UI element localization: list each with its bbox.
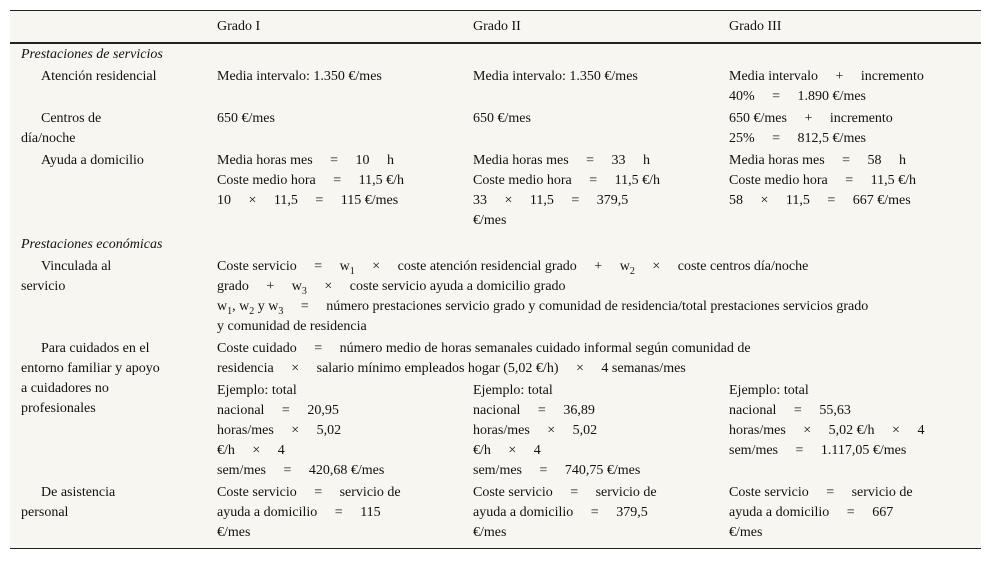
cell-ayuda-g3-line2: Coste medio hora = 11,5 €/h xyxy=(729,173,917,188)
row-label-asistencia-line2: personal xyxy=(21,505,69,520)
cell-centros-g2: 650 €/mes xyxy=(473,111,531,126)
cell-cuidados-g1-line1: Ejemplo: total xyxy=(217,383,297,398)
row-label-cuidados-line4: profesionales xyxy=(21,401,96,416)
cell-cuidados-g3-line4: sem/mes = 1.117,05 €/mes xyxy=(729,443,907,458)
cell-asistencia-g1-line2: ayuda a domicilio = 115 xyxy=(217,505,381,520)
cell-centros-g3-line2: 25% = 812,5 €/mes xyxy=(729,131,866,146)
section-prestaciones-economicas: Prestaciones económicas xyxy=(21,237,163,252)
cell-cuidados-g3-line1: Ejemplo: total xyxy=(729,383,809,398)
cell-cuidados-g3-line2: nacional = 55,63 xyxy=(729,403,851,418)
cell-cuidados-g3-line3: horas/mes × 5,02 €/h × 4 xyxy=(729,423,925,438)
cell-asistencia-g2-line2: ayuda a domicilio = 379,5 xyxy=(473,505,648,520)
cell-ayuda-g2-line4: €/mes xyxy=(473,213,507,228)
cell-asistencia-g3-line1: Coste servicio = servicio de xyxy=(729,485,913,500)
cell-cuidados-g2-line4: €/h × 4 xyxy=(473,443,541,458)
table-header-rule xyxy=(10,42,981,44)
header-grado-3: Grado III xyxy=(729,19,782,34)
cell-ayuda-g2-line1: Media horas mes = 33 h xyxy=(473,153,651,168)
cell-ayuda-g1-line2: Coste medio hora = 11,5 €/h xyxy=(217,173,405,188)
cell-asistencia-g3-line3: €/mes xyxy=(729,525,763,540)
cell-vinculada-line2: grado + $w_3$ × coste servicio ayuda a domicilio grado xyxy=(217,279,566,297)
cell-ayuda-g3-line1: Media horas mes = 58 h xyxy=(729,153,907,168)
cell-ayuda-g1-line3: 10 × 11,5 = 115 €/mes xyxy=(217,193,399,208)
cell-vinculada-line3: $w_1$, $w_2$ y $w_3$ = número prestaciones servicio grado y comunidad de residencia/total prestaciones servicios grado xyxy=(217,299,869,317)
cell-asistencia-g3-line2: ayuda a domicilio = 667 xyxy=(729,505,894,520)
row-label-ayuda: Ayuda a domicilio xyxy=(41,153,144,168)
cell-cuidados-g2-line1: Ejemplo: total xyxy=(473,383,553,398)
cell-cuidados-g1-line3: horas/mes × 5,02 xyxy=(217,423,342,438)
cell-cuidados-g2-line3: horas/mes × 5,02 xyxy=(473,423,598,438)
cell-cuidados-g1-line5: sem/mes = 420,68 €/mes xyxy=(217,463,385,478)
cell-centros-g3-line1: 650 €/mes + incremento xyxy=(729,111,893,126)
table-bottom-rule xyxy=(10,548,981,549)
cell-cuidados-g1-line2: nacional = 20,95 xyxy=(217,403,339,418)
cell-vinculada-line4: y comunidad de residencia xyxy=(217,319,367,334)
cell-ayuda-g2-line3: 33 × 11,5 = 379,5 xyxy=(473,193,629,208)
header-grado-2: Grado II xyxy=(473,19,521,34)
header-grado-1: Grado I xyxy=(217,19,261,34)
cell-asistencia-g2-line3: €/mes xyxy=(473,525,507,540)
cell-cuidados-g1-line4: €/h × 4 xyxy=(217,443,285,458)
cell-ayuda-g2-line2: Coste medio hora = 11,5 €/h xyxy=(473,173,661,188)
cell-residencial-g3-line2: 40% = 1.890 €/mes xyxy=(729,89,866,104)
cell-cuidados-g2-line5: sem/mes = 740,75 €/mes xyxy=(473,463,641,478)
cell-asistencia-g2-line1: Coste servicio = servicio de xyxy=(473,485,657,500)
row-label-cuidados-line3: a cuidadores no xyxy=(21,381,109,396)
cell-ayuda-g3-line3: 58 × 11,5 = 667 €/mes xyxy=(729,193,911,208)
table-top-rule xyxy=(10,10,981,11)
row-label-residencial: Atención residencial xyxy=(41,69,157,84)
cell-asistencia-g1-line3: €/mes xyxy=(217,525,251,540)
row-label-asistencia-line1: De asistencia xyxy=(41,485,116,500)
cell-residencial-g3-line1: Media intervalo + incremento xyxy=(729,69,924,84)
cell-residencial-g2: Media intervalo: 1.350 €/mes xyxy=(473,69,638,84)
cell-cuidados-formula-line1: Coste cuidado = número medio de horas semanales cuidado informal según comunidad de xyxy=(217,341,751,356)
cell-asistencia-g1-line1: Coste servicio = servicio de xyxy=(217,485,401,500)
cell-cuidados-g2-line2: nacional = 36,89 xyxy=(473,403,595,418)
cell-residencial-g1: Media intervalo: 1.350 €/mes xyxy=(217,69,382,84)
row-label-cuidados-line2: entorno familiar y apoyo xyxy=(21,361,160,376)
cell-centros-g1: 650 €/mes xyxy=(217,111,275,126)
row-label-centros-line1: Centros de xyxy=(41,111,102,126)
row-label-cuidados-line1: Para cuidados en el xyxy=(41,341,150,356)
row-label-centros-line2: día/noche xyxy=(21,131,76,146)
row-label-vinculada-line2: servicio xyxy=(21,279,66,294)
cell-ayuda-g1-line1: Media horas mes = 10 h xyxy=(217,153,395,168)
cell-vinculada-line1: Coste servicio = $w_1$ × coste atención residencial grado + $w_2$ × coste centros día/noche xyxy=(217,259,809,277)
cell-cuidados-formula-line2: residencia × salario mínimo empleados hogar (5,02 €/h) × 4 semanas/mes xyxy=(217,361,686,376)
row-label-vinculada-line1: Vinculada al xyxy=(41,259,112,274)
section-prestaciones-servicios: Prestaciones de servicios xyxy=(21,47,163,62)
